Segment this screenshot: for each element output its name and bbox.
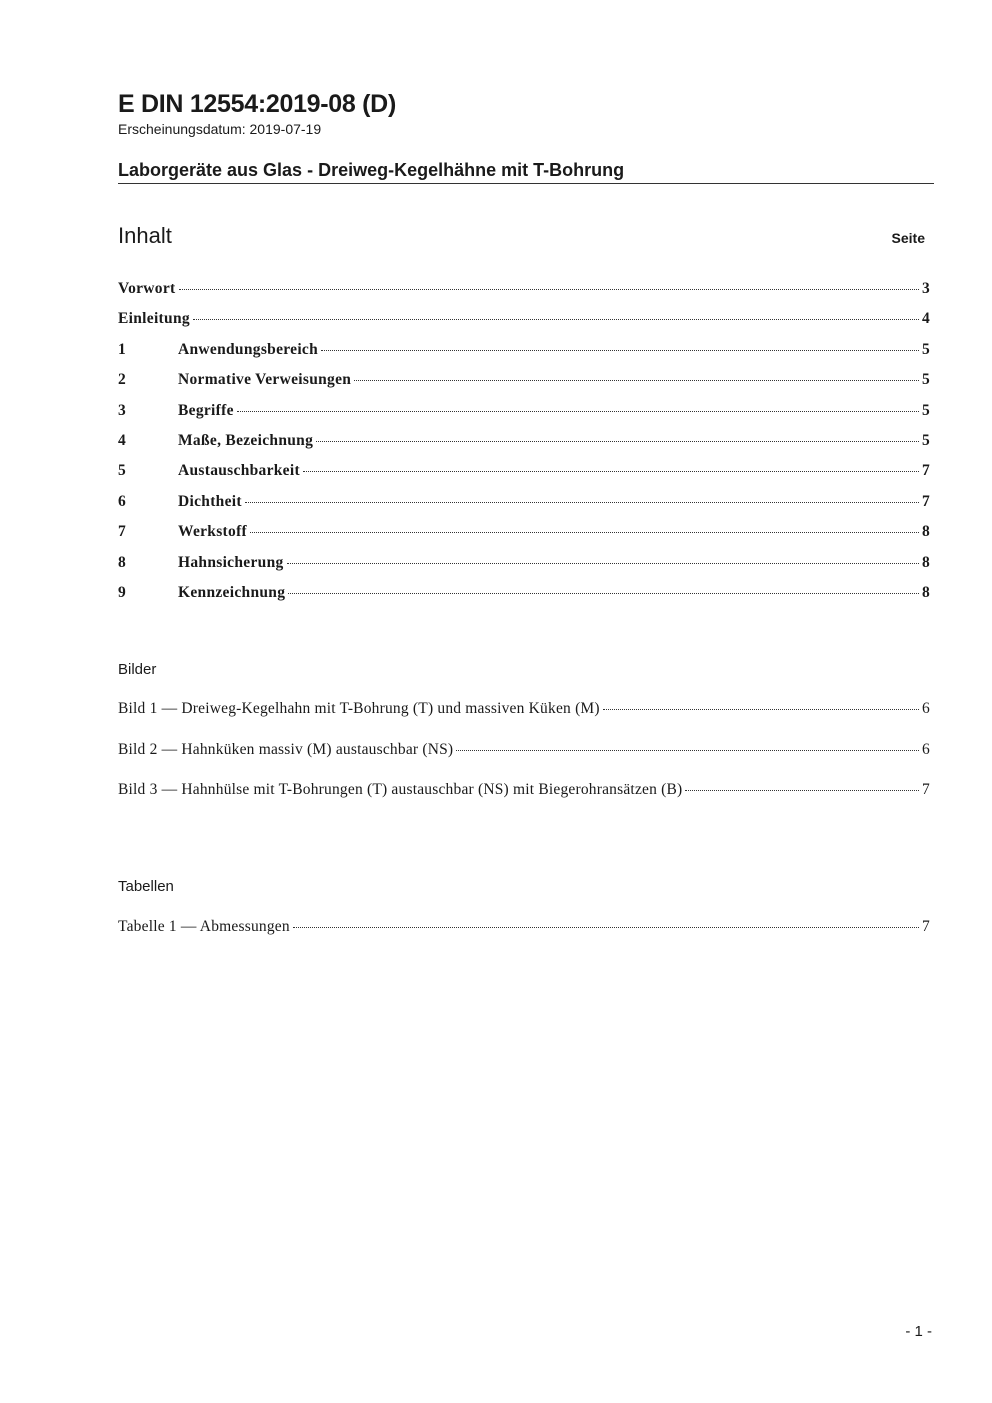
dot-leader [293, 927, 919, 928]
toc-entry-1[interactable] [118, 341, 930, 371]
issue-date: Erscheinungsdatum: 2019-07-19 [118, 121, 322, 137]
toc-entry-einleitung[interactable] [118, 310, 930, 340]
dot-leader [456, 750, 919, 751]
figure-entry-page: 7 [922, 781, 930, 798]
table-entry-1[interactable] [118, 918, 930, 936]
toc-entry-9[interactable] [118, 584, 930, 614]
toc-entry-page: 3 [921, 280, 930, 297]
dot-leader [193, 319, 919, 320]
dot-leader [603, 709, 919, 710]
toc-entry-number: 2 [118, 371, 127, 389]
toc-entry-5[interactable] [118, 462, 930, 492]
toc-entry-label: Hahnsicherung [178, 553, 284, 571]
toc-entry-page: 5 [921, 431, 930, 449]
toc-entry-number: 4 [118, 431, 127, 449]
dot-leader [685, 790, 919, 791]
title-divider [118, 183, 934, 184]
dot-leader [354, 380, 919, 381]
toc-heading: Inhalt [118, 223, 172, 248]
toc-entry-number: 8 [118, 553, 127, 571]
dot-leader [250, 532, 919, 533]
dot-leader [303, 471, 919, 472]
toc-entry-number: 5 [118, 462, 127, 480]
toc-entry-4[interactable] [118, 432, 930, 462]
toc-entry-page: 7 [921, 462, 930, 480]
figure-entry-1[interactable] [118, 700, 930, 741]
toc-entry-page: 8 [921, 583, 930, 601]
figure-entry-page: 6 [922, 700, 930, 717]
document-id: E DIN 12554:2019-08 (D) [118, 90, 396, 118]
toc-entry-label: Dichtheit [178, 492, 242, 510]
toc-entry-label: Anwendungsbereich [178, 340, 319, 358]
table-entry-page: 7 [922, 918, 930, 935]
toc-entry-label: Einleitung [118, 310, 190, 328]
toc-entry-8[interactable] [118, 554, 930, 584]
toc-entry-vorwort[interactable] [118, 280, 930, 310]
toc-entry-label: Maße, Bezeichnung [178, 431, 314, 449]
figure-entry-label: Bild 1 — Dreiweg-Kegelhahn mit T-Bohrung (T) und massiven Küken (M) [118, 700, 600, 717]
dot-leader [245, 502, 919, 503]
toc-entry-label: Kennzeichnung [178, 583, 286, 601]
toc-entry-number: 3 [118, 401, 127, 419]
dot-leader [179, 289, 919, 290]
toc-entry-number: 6 [118, 492, 127, 510]
toc-entry-page: 5 [921, 340, 930, 358]
toc-entry-label: Werkstoff [178, 523, 247, 541]
dot-leader [287, 563, 919, 564]
toc-entry-label: Vorwort [118, 280, 176, 297]
document-title: Laborgeräte aus Glas - Dreiweg-Kegelhähne mit T-Bohrung [118, 160, 625, 180]
figures-heading: Bilder [118, 661, 157, 678]
toc-entry-number: 7 [118, 523, 127, 541]
dot-leader [316, 441, 919, 442]
toc-entry-2[interactable] [118, 371, 930, 401]
toc-entry-number: 9 [118, 583, 127, 601]
toc-entry-page: 8 [921, 523, 930, 541]
toc-entry-page: 5 [921, 401, 930, 419]
dot-leader [288, 593, 919, 594]
toc-entry-6[interactable] [118, 493, 930, 523]
toc-entry-page: 4 [921, 310, 930, 328]
toc-list [118, 280, 930, 614]
toc-entry-7[interactable] [118, 523, 930, 553]
dot-leader [237, 411, 919, 412]
tables-list [118, 918, 930, 936]
toc-entry-label: Normative Verweisungen [178, 371, 352, 389]
toc-entry-3[interactable] [118, 402, 930, 432]
tables-heading: Tabellen [118, 878, 174, 895]
table-entry-label: Tabelle 1 — Abmessungen [118, 918, 290, 935]
toc-entry-number: 1 [118, 340, 127, 358]
figures-list [118, 700, 930, 822]
page-column-label: Seite [891, 230, 925, 246]
toc-entry-page: 7 [921, 492, 930, 510]
toc-entry-page: 8 [921, 553, 930, 571]
toc-entry-page: 5 [921, 371, 930, 389]
figure-entry-2[interactable] [118, 741, 930, 782]
toc-entry-label: Austauschbarkeit [178, 462, 300, 480]
figure-entry-label: Bild 2 — Hahnküken massiv (M) austauschbar (NS) [118, 740, 454, 758]
dot-leader [321, 350, 919, 351]
figure-entry-3[interactable] [118, 781, 930, 822]
page-number: - 1 - [905, 1323, 932, 1340]
figure-entry-page: 6 [922, 740, 930, 758]
figure-entry-label: Bild 3 — Hahnhülse mit T-Bohrungen (T) austauschbar (NS) mit Biegerohransätzen (B) [118, 781, 683, 798]
toc-entry-label: Begriffe [178, 401, 234, 419]
